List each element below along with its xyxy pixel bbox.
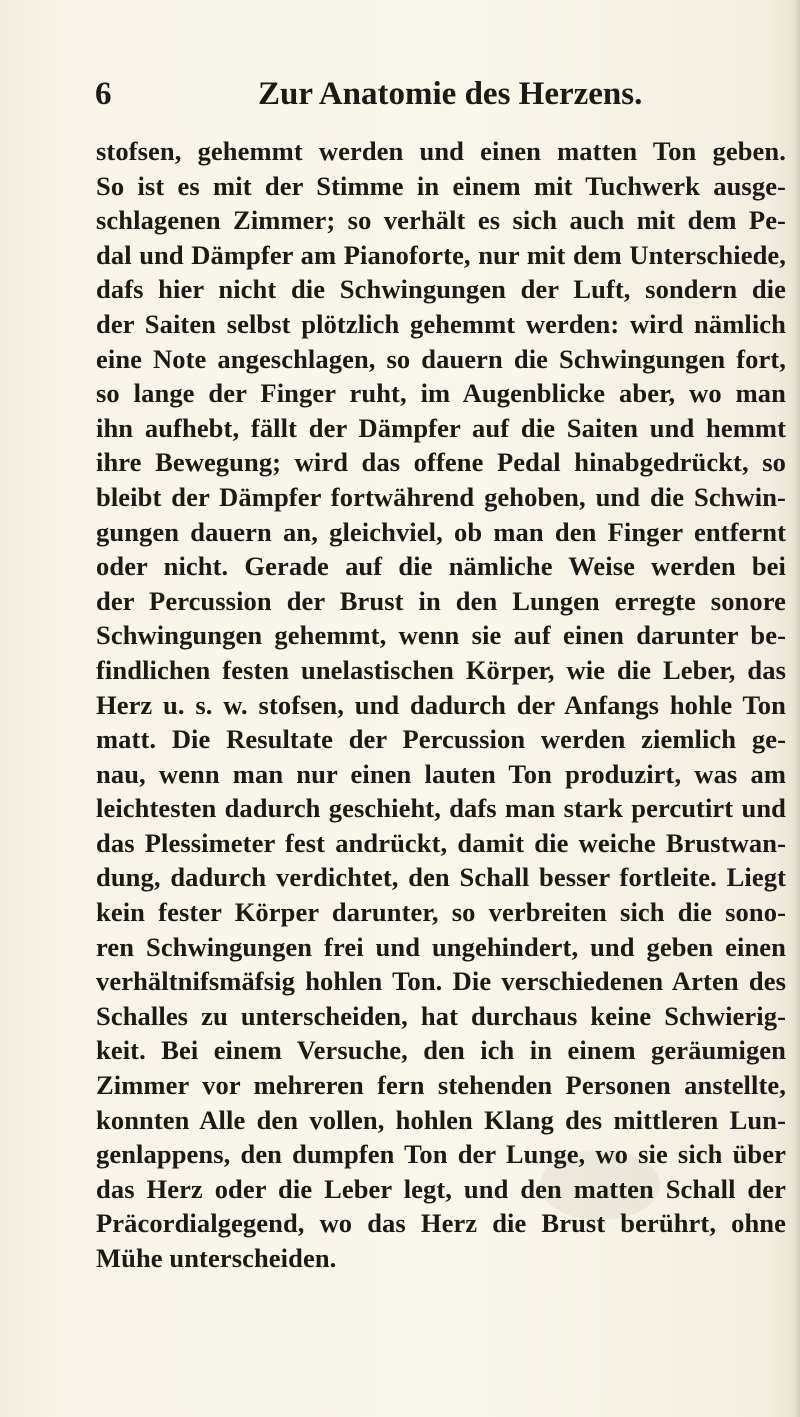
text-line: dal und Dämpfer am Pianoforte, nur mit dem Unterschiede, bbox=[96, 239, 786, 270]
text-line: bleibt der Dämpfer fortwährend gehoben, und die Schwin- bbox=[96, 481, 786, 512]
text-line: der Saiten selbst plötzlich gehemmt werden: wird nämlich bbox=[96, 308, 786, 339]
text-line-last: Mühe unterscheiden. bbox=[96, 1243, 337, 1273]
text-line: findlichen festen unelastischen Körper, wie die Leber, das bbox=[96, 654, 786, 685]
page-number: 6 bbox=[95, 76, 112, 112]
running-title: Zur Anatomie des Herzens. bbox=[258, 76, 643, 112]
text-line: ihn aufhebt, fällt der Dämpfer auf die Saiten und hemmt bbox=[96, 412, 786, 443]
text-line: kein fester Körper darunter, so verbreiten sich die sono- bbox=[96, 897, 786, 928]
text-line: konnten Alle den vollen, hohlen Klang des mittleren Lun- bbox=[96, 1104, 786, 1135]
text-line: verhältnifsmäfsig hohlen Ton. Die verschiedenen Arten des bbox=[96, 966, 786, 997]
text-line: Zimmer vor mehreren fern stehenden Personen anstellte, bbox=[96, 1070, 786, 1101]
text-line: keit. Bei einem Versuche, den ich in einem geräumigen bbox=[96, 1035, 786, 1066]
text-line: schlagenen Zimmer; so verhält es sich auch mit dem Pe- bbox=[96, 205, 786, 236]
text-line: ihre Bewegung; wird das offene Pedal hinabgedrückt, so bbox=[96, 447, 786, 478]
body-text bbox=[96, 134, 786, 1276]
text-line: Präcordialgegend, wo das Herz die Brust berührt, ohne bbox=[96, 1208, 786, 1239]
text-line: dung, dadurch verdichtet, den Schall besser fortleite. Liegt bbox=[96, 862, 786, 893]
text-line: eine Note angeschlagen, so dauern die Schwingungen fort, bbox=[96, 343, 786, 374]
text-line: matt. Die Resultate der Percussion werden ziemlich ge- bbox=[96, 724, 786, 755]
text-line: das Herz oder die Leber legt, und den matten Schall der bbox=[96, 1173, 786, 1204]
text-line: leichtesten dadurch geschieht, dafs man stark percutirt und bbox=[96, 793, 786, 824]
text-line: gungen dauern an, gleichviel, ob man den Finger entfernt bbox=[96, 516, 786, 547]
text-line: nau, wenn man nur einen lauten Ton produzirt, was am bbox=[96, 758, 786, 789]
text-line: der Percussion der Brust in den Lungen erregte sonore bbox=[96, 585, 786, 616]
text-line: Schwingungen gehemmt, wenn sie auf einen darunter be- bbox=[96, 620, 786, 651]
text-line: das Plessimeter fest andrückt, damit die weiche Brustwan- bbox=[96, 827, 786, 858]
text-line: So ist es mit der Stimme in einem mit Tuchwerk ausge- bbox=[96, 170, 786, 201]
text-line: dafs hier nicht die Schwingungen der Luft, sondern die bbox=[96, 274, 786, 305]
text-line: Herz u. s. w. stofsen, und dadurch der Anfangs hohle Ton bbox=[96, 689, 786, 720]
text-line: Schalles zu unterscheiden, hat durchaus keine Schwierig- bbox=[96, 1000, 786, 1031]
text-line: so lange der Finger ruht, im Augenblicke aber, wo man bbox=[96, 378, 786, 409]
text-line: ren Schwingungen frei und ungehindert, und geben einen bbox=[96, 931, 786, 962]
page-edge-shadow bbox=[794, 0, 800, 1417]
running-head bbox=[95, 74, 785, 118]
text-line: stofsen, gehemmt werden und einen matten Ton geben. bbox=[96, 136, 786, 166]
text-line: oder nicht. Gerade auf die nämliche Weise werden bei bbox=[96, 551, 786, 582]
text-line: genlappens, den dumpfen Ton der Lunge, wo sie sich über bbox=[96, 1139, 786, 1170]
